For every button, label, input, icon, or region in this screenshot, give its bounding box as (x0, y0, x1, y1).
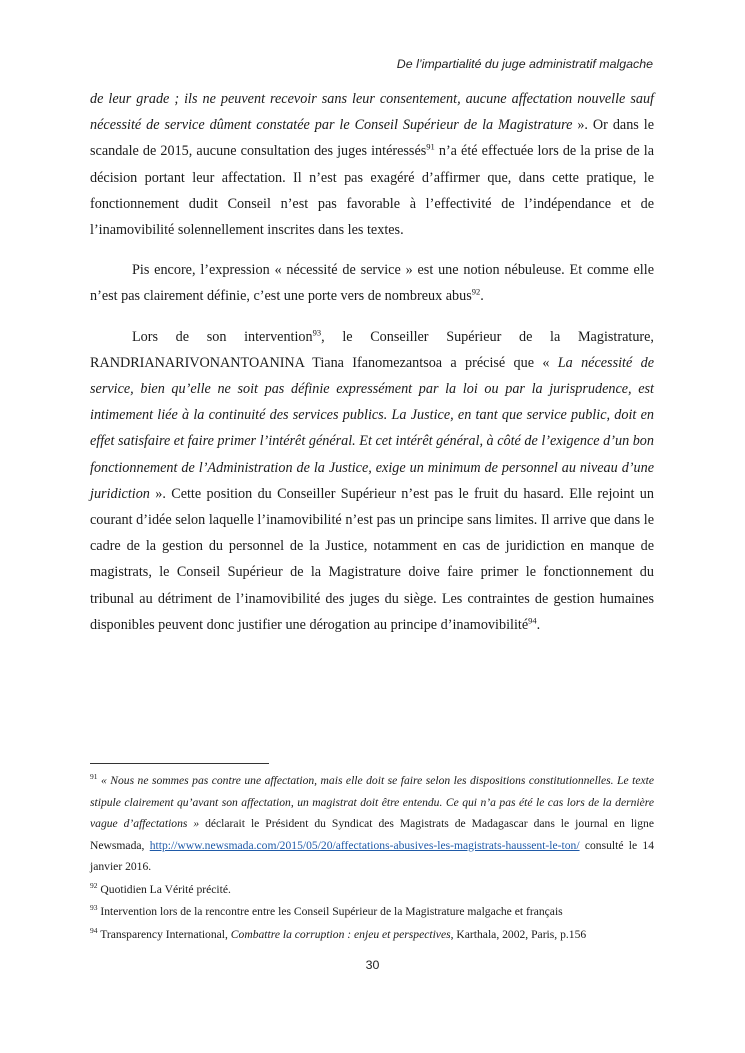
footnote-94-number: 94 (90, 925, 98, 935)
footnote-ref-94[interactable]: 94 (528, 615, 537, 626)
footnote-94-text-b: , Karthala, 2002, Paris, p.156 (450, 927, 587, 941)
footnote-94-title: Combattre la corruption : enjeu et perspectives (230, 927, 451, 941)
footnote-92 (90, 879, 654, 901)
footnote-93-number: 93 (90, 903, 98, 913)
footnote-94-text-a: Transparency International, (97, 927, 231, 941)
paragraph-2 (90, 257, 654, 309)
footnote-92-text: Quotidien La Vérité précité. (97, 882, 231, 896)
footnotes (90, 770, 654, 946)
footnote-91 (90, 770, 654, 878)
p3-text-d: . (536, 616, 541, 633)
footnote-91-quote: « Nous ne sommes pas contre une affectation, mais elle doit se faire selon les dispositions constitutionnelles. Le texte stipule clairement qu’avant son affectation, un magistrat doit être entendu. Ce qui n’a pas été le cas lors de la dernière vague d’affectations » (90, 774, 654, 830)
footnote-ref-92[interactable]: 92 (471, 286, 481, 297)
footnote-91-number: 91 (90, 772, 98, 782)
p3-text-a: Lors de son intervention (132, 328, 313, 345)
p1-text-b: n’a été effectuée lors de la prise de la décision portant leur affectation. Il n’est pas exagéré d’affirmer que, dans cette pratique, le fonctionnement dudit Conseil n’est pas favorable à l’effectivité de l’indépendance et de l’inamovibilité solennellement inscrites dans les textes. (90, 143, 654, 239)
footnote-93 (90, 901, 654, 923)
footnote-93-text: Intervention lors de la rencontre entre les Conseil Supérieur de la Magistrature malgache et français (97, 905, 563, 918)
p3-text-b: , le Conseiller Supérieur de la Magistrature, RANDRIANARIVONANTOANINA Tiana Ifanomezantsoa a précisé que « (90, 328, 654, 371)
p2-text-a: Pis encore, l’expression « nécessité de service » est une notion nébuleuse. Et comme elle n’est pas clairement définie, c’est une porte vers de nombreux abus (90, 262, 654, 305)
newsmada-link[interactable]: http://www.newsmada.com/2015/05/20/affectations-abusives-les-magistrats-haussent-le-ton/ (149, 838, 580, 852)
p2-text-b: . (480, 288, 484, 305)
footnote-92-number: 92 (90, 880, 98, 890)
body-text (90, 86, 654, 652)
footnote-91-text-a: déclarait le Président du Syndicat des Magistrats de Madagascar dans le journal en ligne Newsmada, (90, 817, 654, 852)
paragraph-3 (90, 324, 654, 638)
footnote-ref-91[interactable]: 91 (426, 141, 435, 152)
p3-italic-quote: La nécessité de service, bien qu’elle ne soit pas définie expressément par la loi ou par la jurisprudence, est intimement liée à la continuité des services publics. La Justice, en tant que service public, doit en effet satisfaire et faire primer l’intérêt général. Et cet intérêt général, à côté de l’exigence d’un bon fonctionnement de l’Administration de la Justice, exige un minimum de personnel au niveau d’une juridiction (90, 354, 654, 502)
footnote-94 (90, 924, 654, 946)
p3-text-c: ». Cette position du Conseiller Supérieur n’est pas le fruit du hasard. Elle rejoint un courant d’idée selon laquelle l’inamovibilité n’est pas un principe sans limites. Il arrive que dans le cadre de la gestion du personnel de la Justice, notamment en cas de juridiction en manque de magistrats, le Conseil Supérieur de la Magistrature doive faire primer le fonctionnement du tribunal au détriment de l’inamovibilité des juges du siège. Les contraintes de gestion humaines disponibles peuvent donc justifier une dérogation au principe d’inamovibilité (90, 485, 654, 633)
paragraph-1 (90, 86, 654, 243)
p1-italic: de leur grade ; ils ne peuvent recevoir sans leur consentement, aucune affectation nouvelle sauf nécessité de service dûment constatée par le Conseil Supérieur de la Magistrature (90, 91, 654, 134)
footnote-separator (90, 763, 269, 764)
page-number: 30 (365, 958, 380, 972)
footnote-ref-93[interactable]: 93 (312, 326, 322, 337)
running-header: De l’impartialité du juge administratif malgache (396, 57, 653, 71)
p1-text-a: ». Or dans le scandale de 2015, aucune consultation des juges intéressés (90, 117, 654, 160)
footnote-91-text-b: consulté le 14 janvier 2016. (90, 838, 654, 873)
